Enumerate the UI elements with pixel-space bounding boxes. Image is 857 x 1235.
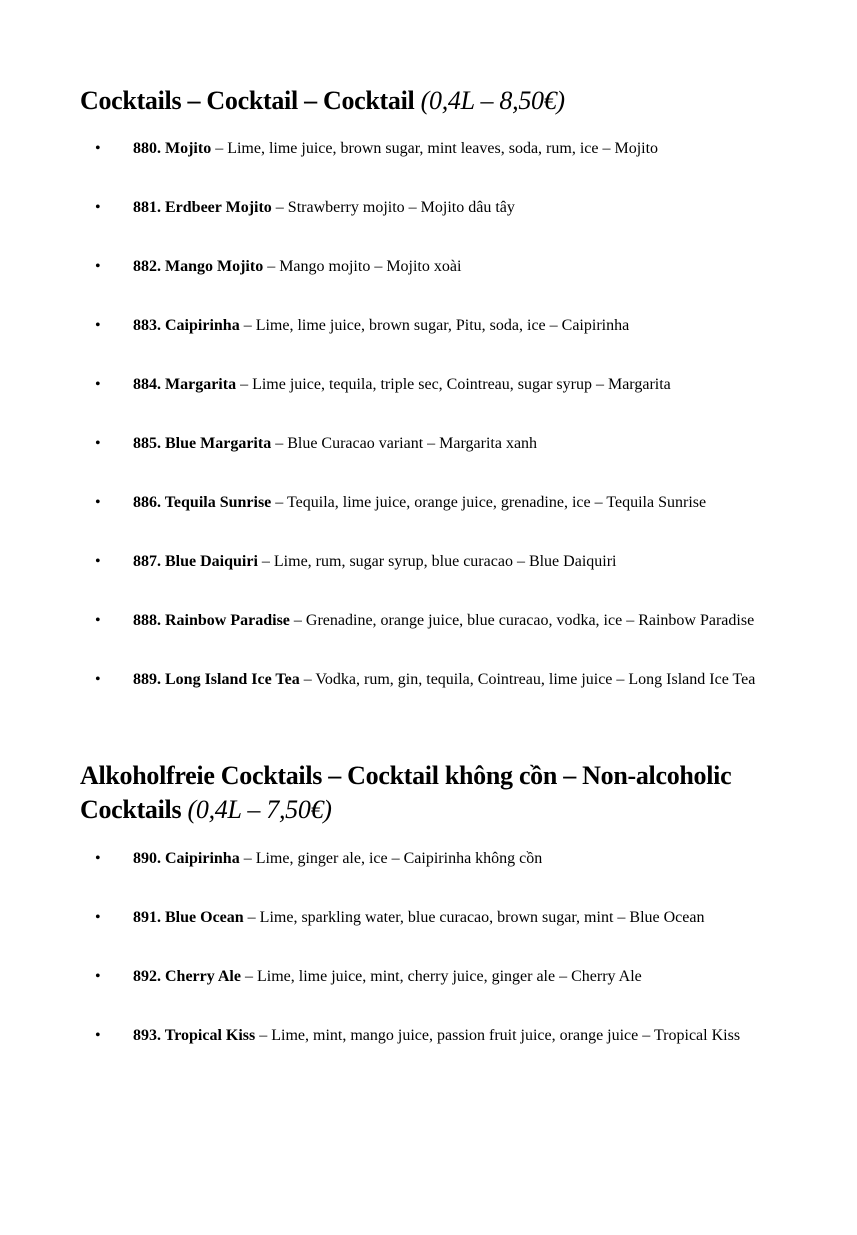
list-item bbox=[80, 908, 780, 928]
bullet-icon: • bbox=[95, 258, 101, 275]
item-description: – Lime, rum, sugar syrup, blue curacao – Blue Daiquiri bbox=[257, 553, 617, 570]
list-item bbox=[80, 670, 780, 690]
list-item bbox=[80, 257, 780, 277]
section-non-alcoholic-cocktails bbox=[80, 759, 780, 1046]
item-description: – Lime, ginger ale, ice – Caipirinha không cồn bbox=[239, 850, 543, 867]
item-name: 888. Rainbow Paradise bbox=[133, 612, 290, 629]
item-description: – Vodka, rum, gin, tequila, Cointreau, lime juice – Long Island Ice Tea bbox=[299, 671, 756, 688]
section-cocktails bbox=[80, 84, 780, 690]
item-description: – Lime juice, tequila, triple sec, Cointreau, sugar syrup – Margarita bbox=[236, 376, 671, 393]
item-name: 889. Long Island Ice Tea bbox=[133, 671, 300, 688]
item-description: – Lime, mint, mango juice, passion fruit juice, orange juice – Tropical Kiss bbox=[255, 1027, 741, 1044]
bullet-icon: • bbox=[95, 968, 101, 985]
item-name: 887. Blue Daiquiri bbox=[133, 553, 258, 570]
heading-price: (0,4L – 8,50€) bbox=[420, 86, 565, 115]
list-item bbox=[80, 198, 780, 218]
list-item bbox=[80, 316, 780, 336]
list-item bbox=[80, 849, 780, 869]
item-description: – Lime, lime juice, mint, cherry juice, ginger ale – Cherry Ale bbox=[240, 968, 642, 985]
item-list bbox=[80, 139, 780, 690]
menu-document bbox=[80, 84, 780, 1085]
item-name: 886. Tequila Sunrise bbox=[133, 494, 272, 511]
bullet-icon: • bbox=[95, 317, 101, 334]
heading-title: Cocktails – Cocktail – Cocktail bbox=[80, 86, 415, 115]
bullet-icon: • bbox=[95, 494, 101, 511]
item-name: 892. Cherry Ale bbox=[133, 968, 241, 985]
item-name: 890. Caipirinha bbox=[133, 850, 240, 867]
bullet-icon: • bbox=[95, 612, 101, 629]
item-name: 882. Mango Mojito bbox=[133, 258, 264, 275]
section-heading bbox=[80, 759, 780, 827]
item-name: 883. Caipirinha bbox=[133, 317, 240, 334]
list-item bbox=[80, 139, 780, 159]
item-description: – Lime, lime juice, brown sugar, mint leaves, soda, rum, ice – Mojito bbox=[211, 140, 659, 157]
bullet-icon: • bbox=[95, 140, 101, 157]
bullet-icon: • bbox=[95, 435, 101, 452]
section-heading bbox=[80, 84, 780, 118]
item-description: – Mango mojito – Mojito xoài bbox=[263, 258, 462, 275]
item-description: – Grenadine, orange juice, blue curacao, vodka, ice – Rainbow Paradise bbox=[289, 612, 755, 629]
item-name: 885. Blue Margarita bbox=[133, 435, 272, 452]
item-description: – Blue Curacao variant – Margarita xanh bbox=[271, 435, 538, 452]
item-name: 881. Erdbeer Mojito bbox=[133, 199, 272, 216]
list-item bbox=[80, 375, 780, 395]
bullet-icon: • bbox=[95, 1027, 101, 1044]
list-item bbox=[80, 434, 780, 454]
list-item bbox=[80, 493, 780, 513]
item-name: 893. Tropical Kiss bbox=[133, 1027, 256, 1044]
item-description: – Strawberry mojito – Mojito dâu tây bbox=[271, 199, 515, 216]
bullet-icon: • bbox=[95, 376, 101, 393]
item-description: – Lime, lime juice, brown sugar, Pitu, soda, ice – Caipirinha bbox=[239, 317, 630, 334]
heading-price: (0,4L – 7,50€) bbox=[187, 795, 332, 824]
list-item bbox=[80, 552, 780, 572]
list-item bbox=[80, 611, 780, 631]
bullet-icon: • bbox=[95, 909, 101, 926]
list-item bbox=[80, 1026, 780, 1046]
item-name: 891. Blue Ocean bbox=[133, 909, 244, 926]
item-description: – Lime, sparkling water, blue curacao, brown sugar, mint – Blue Ocean bbox=[243, 909, 705, 926]
bullet-icon: • bbox=[95, 671, 101, 688]
bullet-icon: • bbox=[95, 850, 101, 867]
bullet-icon: • bbox=[95, 553, 101, 570]
item-description: – Tequila, lime juice, orange juice, grenadine, ice – Tequila Sunrise bbox=[271, 494, 707, 511]
heading-title: Alkoholfreie Cocktails – Cocktail không cồn – Non-alcoholic Cocktails bbox=[80, 761, 732, 824]
item-name: 884. Margarita bbox=[133, 376, 237, 393]
item-name: 880. Mojito bbox=[133, 140, 212, 157]
list-item bbox=[80, 967, 780, 987]
item-list bbox=[80, 849, 780, 1046]
bullet-icon: • bbox=[95, 199, 101, 216]
